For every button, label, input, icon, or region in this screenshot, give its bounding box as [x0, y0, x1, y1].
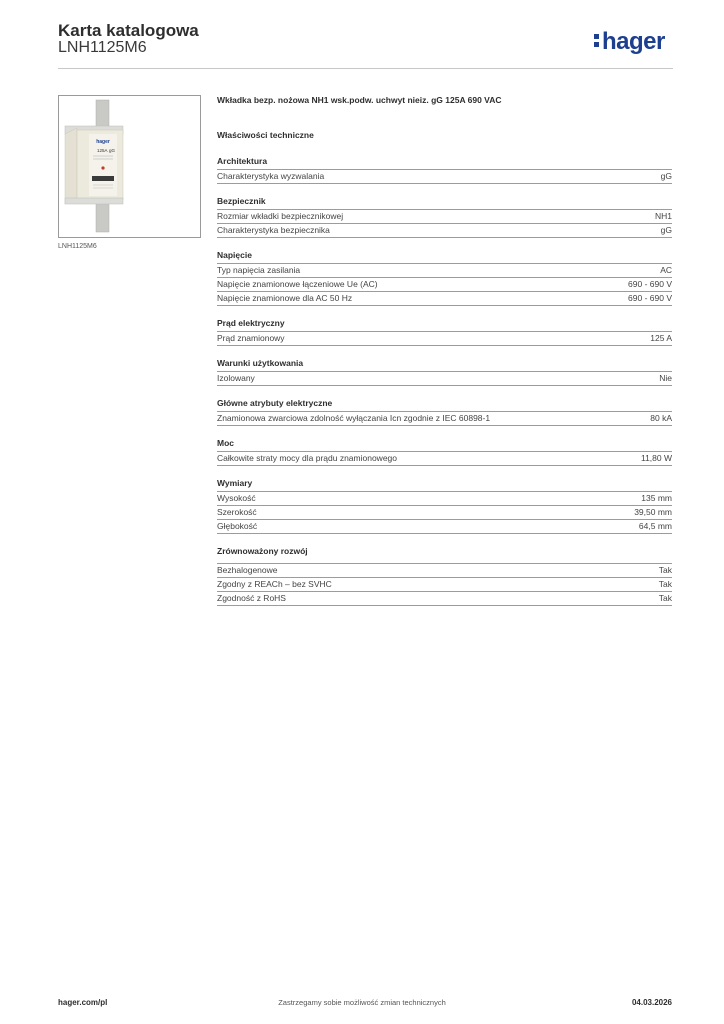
- property-row: [217, 223, 672, 238]
- image-caption: LNH1125M6: [58, 243, 97, 250]
- property-label: Prąd znamionowy: [217, 333, 285, 343]
- logo-text: hager: [602, 28, 665, 55]
- property-group: [217, 358, 672, 386]
- property-value: gG: [660, 171, 672, 181]
- product-code: LNH1125M6: [58, 39, 147, 56]
- property-group: [217, 250, 672, 306]
- group-title: Bezpiecznik: [217, 196, 266, 206]
- property-value: Tak: [658, 579, 672, 589]
- property-label: Głębokość: [217, 521, 258, 531]
- fuse-brand-text: hager: [96, 139, 110, 145]
- group-title: Zrównoważony rozwój: [217, 546, 308, 556]
- property-label: Typ napięcia zasilania: [217, 265, 301, 275]
- property-row: [217, 209, 672, 223]
- property-label: Charakterystyka bezpiecznika: [217, 225, 330, 235]
- property-groups: [217, 156, 672, 606]
- property-row: [217, 505, 672, 519]
- group-title: Prąd elektryczny: [217, 318, 285, 328]
- property-value: 11,80 W: [640, 453, 672, 463]
- property-group: [217, 478, 672, 534]
- property-label: Bezhalogenowe: [217, 565, 278, 575]
- property-label: Wysokość: [217, 493, 256, 503]
- property-row: [217, 263, 672, 277]
- property-value: Tak: [658, 565, 672, 575]
- property-label: Izolowany: [217, 373, 255, 383]
- property-label: Napięcie znamionowe dla AC 50 Hz: [217, 293, 353, 303]
- property-row: [217, 277, 672, 291]
- property-value: AC: [660, 265, 672, 275]
- property-label: Napięcie znamionowe łączeniowe Ue (AC): [217, 279, 378, 289]
- footer-website-link[interactable]: hager.com/pl: [58, 998, 108, 1007]
- logo-dots-icon: [594, 32, 600, 48]
- property-group: [217, 196, 672, 238]
- group-title: Warunki użytkowania: [217, 358, 304, 368]
- footer-disclaimer: Zastrzegamy sobie możliwość zmian technicznych: [278, 998, 446, 1007]
- group-title: Napięcie: [217, 250, 252, 260]
- property-label: Znamionowa zwarciowa zdolność wyłączania Icn zgodnie z IEC 60898-1: [217, 413, 491, 423]
- property-row: [217, 563, 672, 577]
- property-row: [217, 591, 672, 606]
- property-value: gG: [660, 225, 672, 235]
- property-label: Charakterystyka wyzwalania: [217, 171, 325, 181]
- property-value: 135 mm: [641, 493, 672, 503]
- property-row: [217, 519, 672, 534]
- fuse-class-text: gG: [109, 148, 116, 153]
- property-label: Zgodny z REACh – bez SVHC: [217, 579, 332, 589]
- fuse-rating-text: 125A: [97, 148, 108, 153]
- property-row: [217, 371, 672, 386]
- product-description: Wkładka bezp. nożowa NH1 wsk.podw. uchwyt nieiz. gG 125A 690 VAC: [217, 95, 502, 105]
- property-value: 80 kA: [650, 413, 672, 423]
- property-label: Szerokość: [217, 507, 257, 517]
- property-label: Rozmiar wkładki bezpiecznikowej: [217, 211, 344, 221]
- property-value: 64,5 mm: [638, 521, 672, 531]
- group-title: Główne atrybuty elektryczne: [217, 398, 333, 408]
- indicator-icon: [101, 166, 104, 169]
- hager-logo[interactable]: [594, 28, 665, 56]
- property-value: 125 A: [650, 333, 672, 343]
- property-value: 690 - 690 V: [628, 293, 672, 303]
- property-value: Tak: [658, 593, 672, 603]
- property-row: [217, 169, 672, 184]
- barcode-icon: [92, 176, 114, 181]
- property-value: NH1: [654, 211, 672, 221]
- fuse-image: [59, 96, 200, 237]
- property-row: [217, 451, 672, 466]
- property-group: [217, 546, 672, 606]
- group-title: Moc: [217, 438, 234, 448]
- property-value: Nie: [659, 373, 672, 383]
- page-title: Karta katalogowa: [58, 21, 199, 40]
- property-group: [217, 156, 672, 184]
- property-row: [217, 491, 672, 505]
- property-group: [217, 318, 672, 346]
- property-label: Zgodność z RoHS: [217, 593, 286, 603]
- property-row: [217, 411, 672, 426]
- section-heading: Właściwości techniczne: [217, 130, 314, 140]
- group-title: Wymiary: [217, 478, 253, 488]
- property-label: Całkowite straty mocy dla prądu znamionowego: [217, 453, 398, 463]
- property-row: [217, 331, 672, 346]
- footer-date: 04.03.2026: [631, 998, 672, 1007]
- property-group: [217, 438, 672, 466]
- property-value: 690 - 690 V: [628, 279, 672, 289]
- property-row: [217, 577, 672, 591]
- spec-content: [217, 95, 672, 606]
- property-row: [217, 291, 672, 306]
- header-divider: [58, 68, 673, 69]
- property-value: 39,50 mm: [634, 507, 672, 517]
- property-group: [217, 398, 672, 426]
- group-title: Architektura: [217, 156, 268, 166]
- product-image-frame: [58, 95, 201, 238]
